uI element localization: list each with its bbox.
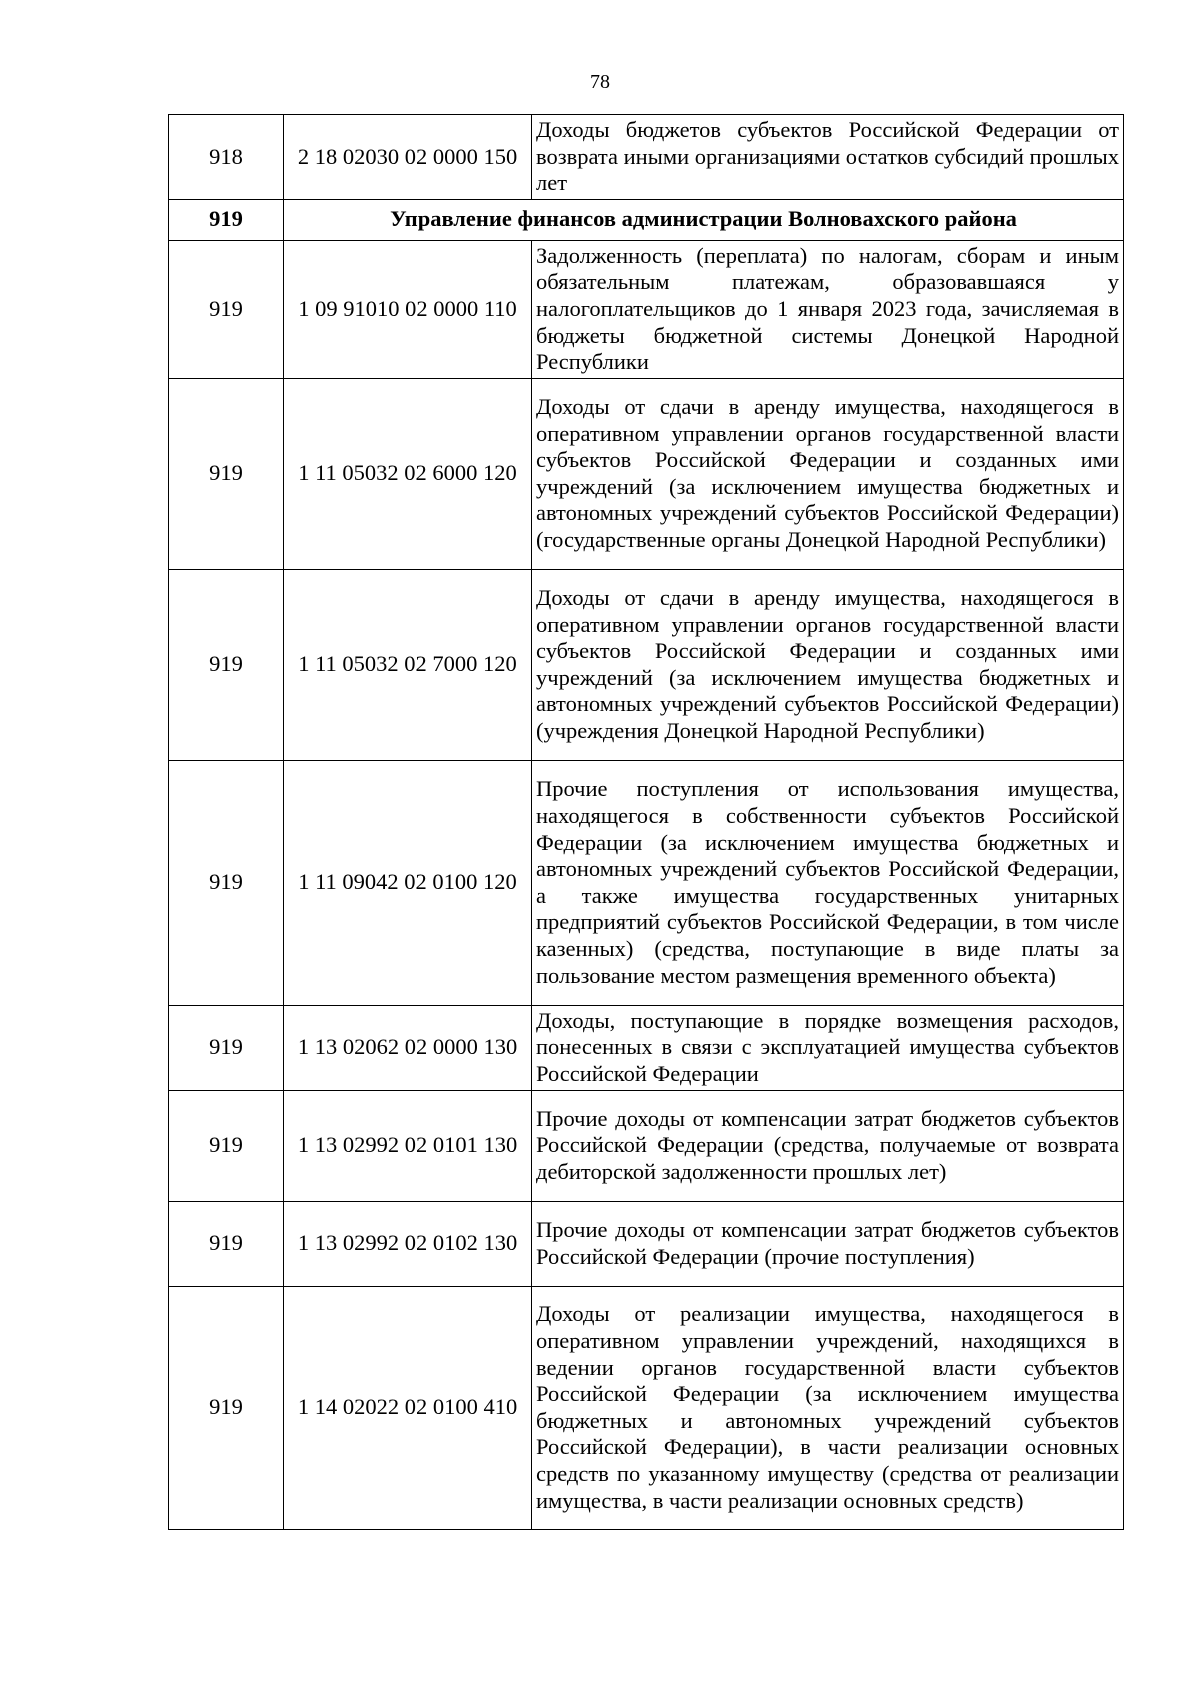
table-row	[169, 1090, 1124, 1201]
revenue-name-cell: Прочие доходы от компенсации затрат бюджетов субъектов Российской Федерации (средства, получаемые от возврата дебиторской задолженности прошлых лет)	[532, 1090, 1124, 1201]
admin-code-cell: 919	[169, 1286, 284, 1529]
table-row	[169, 115, 1124, 200]
revenue-name-cell: Доходы от сдачи в аренду имущества, находящегося в оперативном управлении органов государственной власти субъектов Российской Федерации и созданных ими учреждений (за исключением имущества бюджетных и автономных учреждений субъектов Российской Федерации) (государственные органы Донецкой Народной Республики)	[532, 378, 1124, 569]
budget-code-cell: 1 09 91010 02 0000 110	[284, 240, 532, 378]
revenue-name-cell: Прочие доходы от компенсации затрат бюджетов субъектов Российской Федерации (прочие поступления)	[532, 1201, 1124, 1286]
budget-code-cell: 1 13 02062 02 0000 130	[284, 1005, 532, 1090]
admin-code-cell: 919	[169, 1005, 284, 1090]
revenue-codes-table	[168, 114, 1124, 1530]
table-row	[169, 1286, 1124, 1529]
revenue-name-cell: Доходы, поступающие в порядке возмещения расходов, понесенных в связи с эксплуатацией имущества субъектов Российской Федерации	[532, 1005, 1124, 1090]
admin-code-cell: 919	[169, 760, 284, 1005]
admin-code-cell: 919	[169, 240, 284, 378]
admin-code-cell: 919	[169, 569, 284, 760]
budget-code-cell: 1 14 02022 02 0100 410	[284, 1286, 532, 1529]
admin-code-cell: 919	[169, 1201, 284, 1286]
budget-code-cell: 2 18 02030 02 0000 150	[284, 115, 532, 200]
section-header-row	[169, 199, 1124, 240]
revenue-name-cell: Задолженность (переплата) по налогам, сборам и иным обязательным платежам, образовавшаяся у налогоплательщиков до 1 января 2023 года, зачисляемая в бюджеты бюджетной системы Донецкой Народной Республики	[532, 240, 1124, 378]
page-number: 78	[590, 71, 610, 93]
admin-code-cell: 918	[169, 115, 284, 200]
table-row	[169, 378, 1124, 569]
revenue-name-cell: Доходы бюджетов субъектов Российской Федерации от возврата иными организациями остатков субсидий прошлых лет	[532, 115, 1124, 200]
budget-code-cell: 1 11 09042 02 0100 120	[284, 760, 532, 1005]
admin-code-cell: 919	[169, 378, 284, 569]
admin-code-cell: 919	[169, 199, 284, 240]
budget-code-cell: 1 11 05032 02 6000 120	[284, 378, 532, 569]
admin-code-cell: 919	[169, 1090, 284, 1201]
section-title: Управление финансов администрации Волновахского района	[284, 199, 1124, 240]
budget-code-cell: 1 13 02992 02 0101 130	[284, 1090, 532, 1201]
table-row	[169, 240, 1124, 378]
table-row	[169, 1005, 1124, 1090]
revenue-name-cell: Доходы от сдачи в аренду имущества, находящегося в оперативном управлении органов государственной власти субъектов Российской Федерации и созданных ими учреждений (за исключением имущества бюджетных и автономных учреждений субъектов Российской Федерации) (учреждения Донецкой Народной Республики)	[532, 569, 1124, 760]
table-row	[169, 569, 1124, 760]
budget-code-cell: 1 11 05032 02 7000 120	[284, 569, 532, 760]
revenue-name-cell: Доходы от реализации имущества, находящегося в оперативном управлении учреждений, находящихся в ведении органов государственной власти субъектов Российской Федерации (за исключением имущества бюджетных и автономных учреждений субъектов Российской Федерации), в части реализации основных средств по указанному имуществу (средства от реализации имущества, в части реализации основных средств)	[532, 1286, 1124, 1529]
revenue-name-cell: Прочие поступления от использования имущества, находящегося в собственности субъектов Российской Федерации (за исключением имущества бюджетных и автономных учреждений субъектов Российской Федерации, а также имущества государственных унитарных предприятий субъектов Российской Федерации, в том числе казенных) (средства, поступающие в виде платы за пользование местом размещения временного объекта)	[532, 760, 1124, 1005]
table-row	[169, 760, 1124, 1005]
table-row	[169, 1201, 1124, 1286]
budget-code-cell: 1 13 02992 02 0102 130	[284, 1201, 532, 1286]
